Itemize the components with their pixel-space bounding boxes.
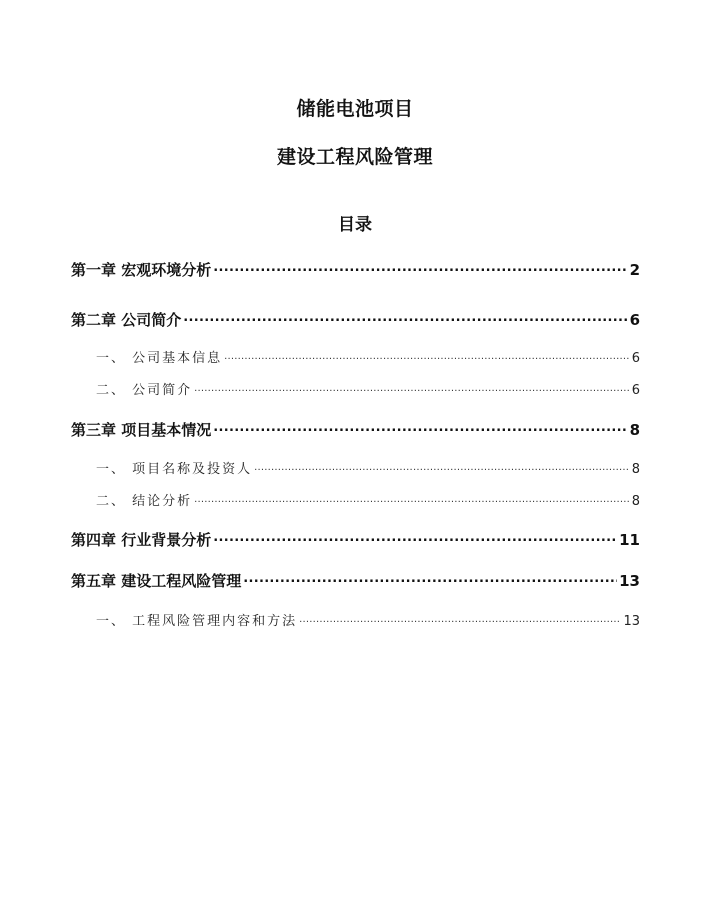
toc-entry-page: 6: [629, 311, 640, 329]
toc-heading: 目录: [338, 215, 372, 235]
toc-entry-chapter-3[interactable]: [71, 419, 640, 440]
document-title-line-2: 建设工程风险管理: [276, 146, 433, 168]
toc-entry-page: 8: [629, 421, 640, 439]
toc-entry-chapter-5[interactable]: [71, 570, 640, 591]
toc-entry-section-2-2[interactable]: [96, 379, 640, 398]
toc-entry-section-2-1[interactable]: [96, 347, 640, 366]
toc-dot-leader: [183, 310, 627, 325]
toc-entry-label: 第五章 建设工程风险管理: [71, 572, 242, 590]
toc-entry-page: 6: [631, 383, 640, 398]
document-title-line-1: 储能电池项目: [296, 98, 414, 120]
toc-entry-page: 13: [619, 572, 640, 590]
toc-dot-leader: [194, 492, 630, 505]
toc-entry-label: 第二章 公司简介: [71, 311, 182, 329]
toc-dot-leader: [194, 381, 630, 394]
toc-entry-page: 11: [619, 531, 640, 549]
toc-dot-leader: [299, 612, 621, 625]
toc-entry-chapter-1[interactable]: [71, 259, 640, 280]
toc-dot-leader: [224, 349, 630, 362]
toc-entry-label: 一、 项目名称及投资人: [96, 462, 253, 477]
toc-entry-label: 一、 公司基本信息: [96, 351, 223, 366]
toc-entry-page: 2: [629, 261, 640, 279]
toc-entry-label: 二、 结论分析: [96, 494, 193, 509]
toc-dot-leader: [213, 260, 627, 275]
toc-entry-section-3-1[interactable]: [96, 458, 640, 477]
toc-entry-section-3-2[interactable]: [96, 490, 640, 509]
toc-entry-label: 第三章 项目基本情况: [71, 421, 212, 439]
toc-entry-label: 一、 工程风险管理内容和方法: [96, 614, 298, 629]
toc-dot-leader: [213, 530, 617, 545]
toc-dot-leader: [243, 571, 617, 586]
toc-dot-leader: [213, 420, 627, 435]
toc-entry-page: 8: [631, 462, 640, 477]
toc-entry-page: 8: [631, 494, 640, 509]
toc-entry-label: 第四章 行业背景分析: [71, 531, 212, 549]
toc-entry-chapter-4[interactable]: [71, 529, 640, 550]
toc-entry-section-5-1[interactable]: [96, 610, 640, 629]
toc-entry-page: 6: [631, 351, 640, 366]
toc-entry-label: 二、 公司简介: [96, 383, 193, 398]
toc-entry-chapter-2[interactable]: [71, 309, 640, 330]
toc-dot-leader: [254, 460, 630, 473]
toc-entry-page: 13: [623, 614, 640, 629]
toc-entry-label: 第一章 宏观环境分析: [71, 261, 212, 279]
